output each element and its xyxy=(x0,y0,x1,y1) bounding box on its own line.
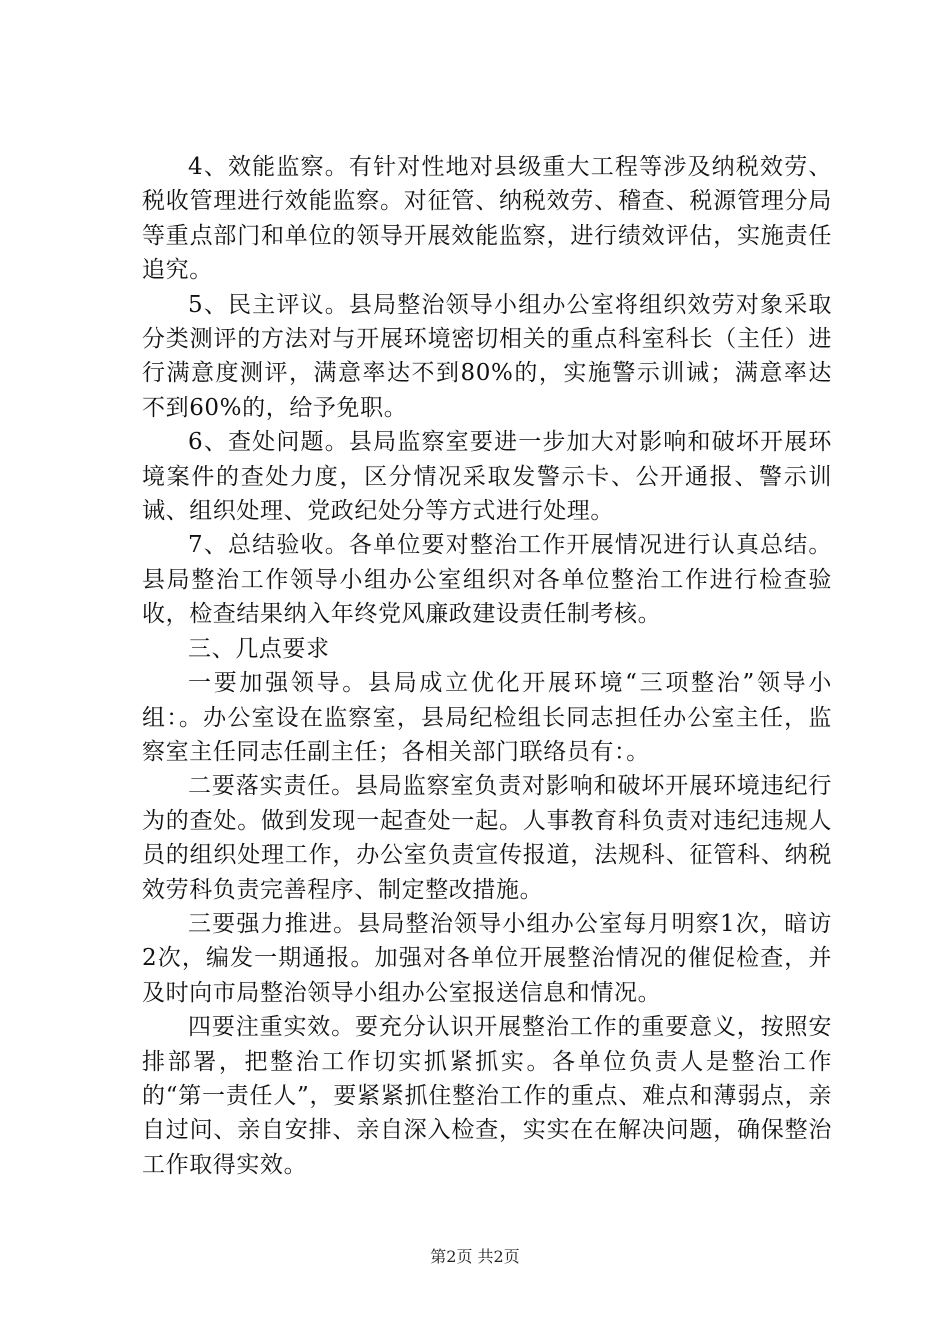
page-footer: 第2页 共2页 xyxy=(430,1247,520,1266)
section-heading-requirements: 三、几点要求 xyxy=(188,635,330,662)
paragraph-push-forward: 三要强力推进。县局整治领导小组办公室每月明察1次，暗访2次，编发一期通报。加强对各单位开展整治情况的催促检查，并及时向市局整治领导小组办公室报送信息和情况。 xyxy=(142,910,832,1006)
paragraph-investigate-issues: 6、查处问题。县局监察室要进一步加大对影响和破坏开展环境案件的查处力度，区分情况采取发警示卡、公开通报、警示训诫、组织处理、党政纪处分等方式进行处理。 xyxy=(142,429,832,525)
paragraph-implement-responsibility: 二要落实责任。县局监察室负责对影响和破坏开展环境违纪行为的查处。做到发现一起查处一起。人事教育科负责对违纪违规人员的组织处理工作，办公室负责宣传报道，法规科、征管科、纳税效劳科负责完善程序、制定整改措施。 xyxy=(142,773,832,903)
paragraph-democratic-evaluation: 5、民主评议。县局整治领导小组办公室将组织效劳对象采取分类测评的方法对与开展环境密切相关的重点科室科长（主任）进行满意度测评，满意率达不到80%的，实施警示训诫；满意率达不到60%的，给予免职。 xyxy=(142,291,832,421)
paragraph-strengthen-leadership: 一要加强领导。县局成立优化开展环境“三项整治”领导小组：。办公室设在监察室，县局纪检组长同志担任办公室主任，监察室主任同志任副主任；各相关部门联络员有：。 xyxy=(142,670,832,765)
paragraph-summary-acceptance: 7、总结验收。各单位要对整治工作开展情况进行认真总结。县局整治工作领导小组办公室组织对各单位整治工作进行检查验收，检查结果纳入年终党风廉政建设责任制考核。 xyxy=(142,532,832,628)
paragraph-focus-results: 四要注重实效。要充分认识开展整治工作的重要意义，按照安排部署，把整治工作切实抓紧抓实。各单位负责人是整治工作的“第一责任人”，要紧紧抓住整治工作的重点、难点和薄弱点，亲自过问、亲自安排、亲自深入检查，实实在在解决问题，确保整治工作取得实效。 xyxy=(142,1014,832,1178)
paragraph-efficiency-supervision: 4、效能监察。有针对性地对县级重大工程等涉及纳税效劳、税收管理进行效能监察。对征管、纳税效劳、稽查、税源管理分局等重点部门和单位的领导开展效能监察，进行绩效评估，实施责任追究。 xyxy=(142,154,832,284)
document-body xyxy=(142,150,832,1182)
